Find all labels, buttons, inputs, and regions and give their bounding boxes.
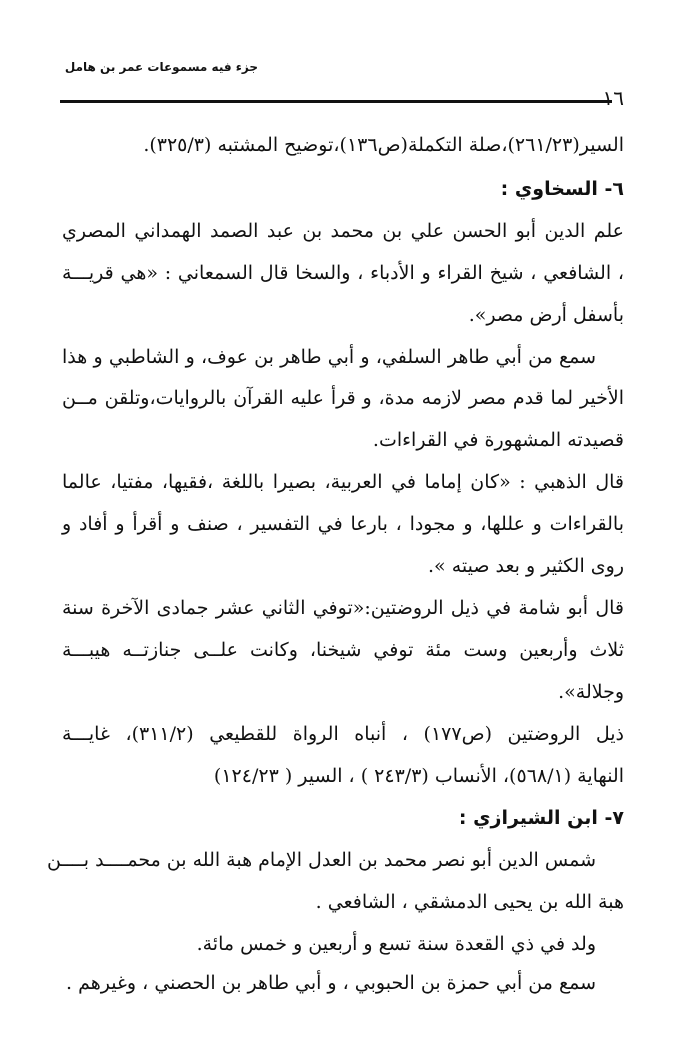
text-line: ، الشافعي ، شيخ القراء و الأدباء ، والسخا قال السمعاني : «هي قريـــة: [62, 262, 624, 284]
section-heading: ٧- ابن الشيرازي :: [458, 807, 624, 829]
text-line: ذيل الروضتين (ص١٧٧) ، أنباه الرواة للقطيعي (٣١١/٢)، غايـــة: [62, 723, 625, 745]
text-line: سمع من أبي حمزة بن الحبوبي ، و أبي طاهر بن الحصني ، وغيرهم .: [66, 972, 596, 994]
header-rule: [60, 100, 612, 103]
section-heading: ٦- السخاوي :: [500, 178, 624, 200]
text-line: شمس الدين أبو نصر محمد بن العدل الإمام هبة الله بن محمــــد بــــن: [47, 849, 596, 871]
text-line: ثلاث وأربعين وست مئة توفي شيخنا، وكانت علــى جنازتــه هيبـــة: [62, 639, 624, 661]
text-line: بالقراءات و عللها، و مجودا ، بارعا في التفسير ، صنف و أقرأ و أفاد و: [62, 513, 624, 535]
text-line: قال أبو شامة في ذيل الروضتين:«توفي الثاني عشر جمادى الآخرة سنة: [62, 597, 624, 619]
text-line: هبة الله بن يحيى الدمشقي ، الشافعي .: [315, 891, 624, 913]
text-line: بأسفل أرض مصر».: [468, 304, 624, 326]
text-line: علم الدين أبو الحسن علي بن محمد بن عبد الصمد الهمداني المصري: [62, 220, 624, 242]
text-line: قصيدته المشهورة في القراءات.: [372, 429, 624, 451]
text-line: السير(٢٦١/٢٣)،صلة التكملة(ص١٣٦)،توضيح المشتبه (٣٢٥/٣).: [143, 134, 624, 156]
text-line: ولد في ذي القعدة سنة تسع و أربعين و خمس مائة.: [196, 933, 596, 955]
text-line: النهاية (٥٦٨/١)، الأنساب (٢٤٣/٣ ) ، السير ( ١٢٤/٢٣): [213, 765, 624, 787]
text-line: قال الذهبي : «كان إماما في العربية، بصيرا باللغة ،فقيها، مفتيا، عالما: [62, 471, 624, 493]
page-number: ١٦: [602, 86, 624, 110]
text-line: روى الكثير و بعد صيته ».: [428, 555, 624, 577]
text-line: سمع من أبي طاهر السلفي، و أبي طاهر بن عوف، و الشاطبي و هذا: [62, 346, 596, 368]
text-line: وجلالة».: [558, 681, 624, 703]
text-line: الأخير لما قدم مصر لازمه مدة، و قرأ عليه القرآن بالروايات،وتلقن مــن: [62, 387, 624, 409]
running-title: جزء فيه مسموعات عمر بن هامل: [64, 60, 258, 74]
